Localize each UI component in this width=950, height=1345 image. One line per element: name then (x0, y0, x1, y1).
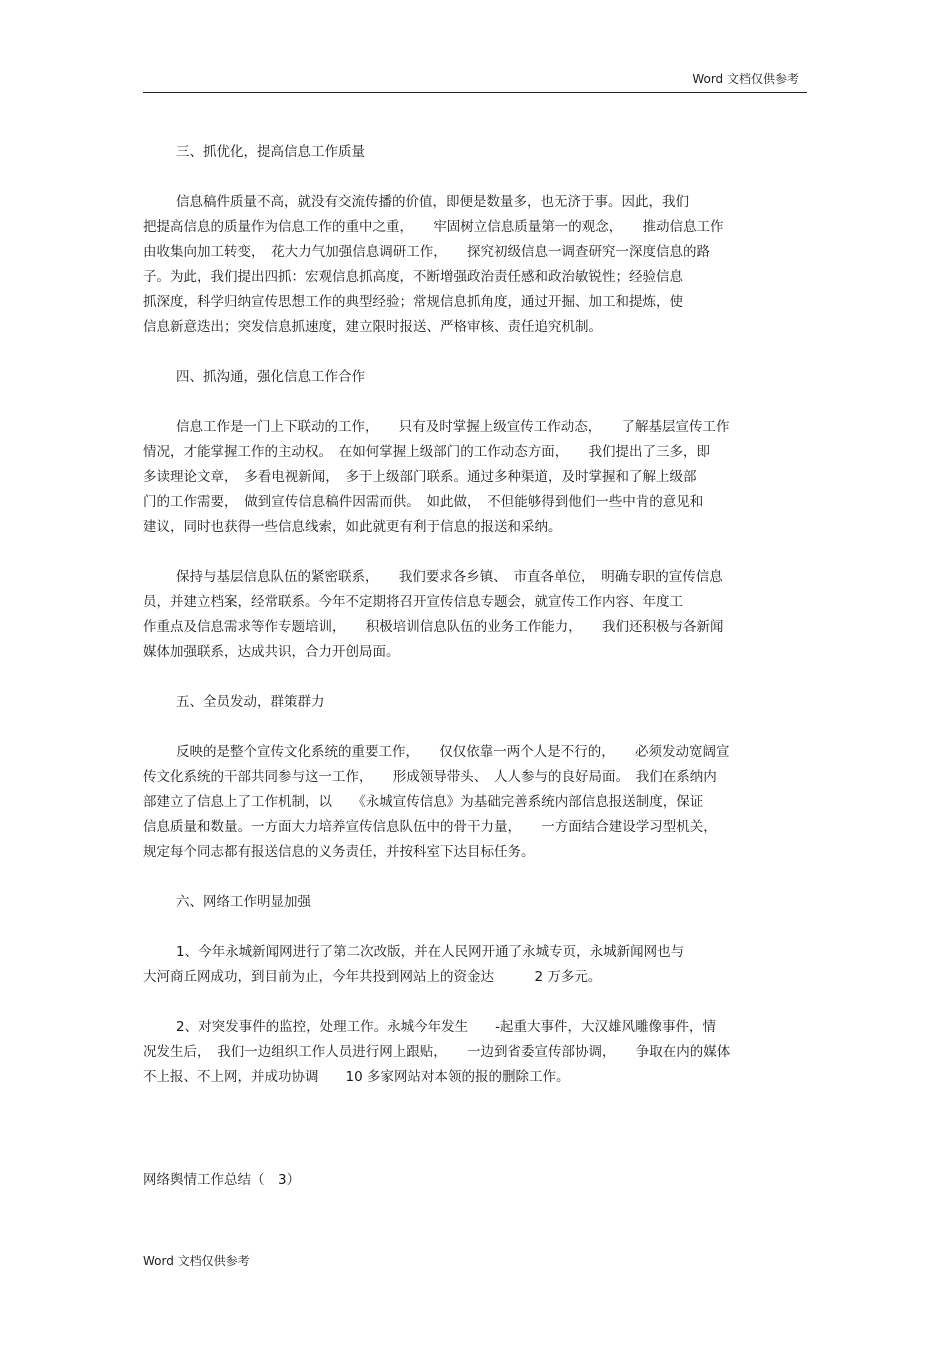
text-line: 子。为此，我们提出四抓：宏观信息抓高度，不断增强政治责任感和政治敏锐性；经验信息 (143, 269, 683, 285)
paragraph (143, 1015, 807, 1090)
text-line: 信息稿件质量不高，就没有交流传播的价值，即便是数量多，也无济于事。因此，我们 (176, 194, 689, 210)
spacer (143, 665, 807, 690)
spacer (143, 865, 807, 890)
text-line: 建议，同时也获得一些信息线索，如此就更有利于信息的报送和采纳。 (143, 519, 562, 535)
spacer (143, 715, 807, 740)
text-line: 反映的是整个宣传文化系统的重要工作， 仅仅依靠一两个人是不行的， 必须发动宽阔宣 (176, 744, 730, 760)
spacer (143, 1090, 807, 1115)
spacer (143, 390, 807, 415)
text-line: 抓深度，科学归纳宣传思想工作的典型经验；常规信息抓角度，通过开掘、加工和提炼，使 (143, 294, 683, 310)
paragraph (143, 565, 807, 665)
page-header (143, 70, 807, 93)
text-line: 信息质量和数量。一方面大力培养宣传信息队伍中的骨干力量， 一方面结合建设学习型机关， (143, 819, 717, 835)
spacer (143, 165, 807, 190)
text-line: 媒体加强联系，达成共识，合力开创局面。 (143, 644, 400, 660)
text-line: 2、对突发事件的监控，处理工作。永城今年发生 -起重大事件，大汉雄风雕像事件，情 (176, 1019, 716, 1035)
document-body (143, 140, 807, 1115)
spacer (143, 990, 807, 1015)
text-line: 情况，才能掌握工作的主动权。 在如何掌握上级部门的工作动态方面， 我们提出了三多，即 (143, 444, 710, 460)
text-line: 作重点及信息需求等作专题培训， 积极培训信息队伍的业务工作能力， 我们还积极与各新闻 (143, 619, 724, 635)
text-line: 不上报、不上网，并成功协调 10 多家网站对本领的报的删除工作。 (143, 1069, 570, 1085)
footer-watermark: Word 文档仅供参考 (143, 1254, 250, 1268)
section-heading: 五、全员发动，群策群力 (176, 694, 325, 710)
text-line: 大河商丘网成功，到目前为止，今年共投到网站上的资金达 2 万多元。 (143, 969, 602, 985)
spacer (143, 540, 807, 565)
spacer (143, 340, 807, 365)
text-line: 门的工作需要， 做到宣传信息稿件因需而供。 如此做， 不但能够得到他们一些中肯的意见和 (143, 494, 704, 510)
paragraph (143, 415, 807, 540)
text-line: 信息新意迭出；突发信息抓速度，建立限时报送、严格审核、责任追究机制。 (143, 319, 602, 335)
text-line: 1、今年永城新闻网进行了第二次改版，并在人民网开通了永城专页，永城新闻网也与 (176, 944, 685, 960)
text-line: 传文化系统的干部共同参与这一工作， 形成领导带头、 人人参与的良好局面。 我们在系纳内 (143, 769, 717, 785)
text-line: 由收集向加工转变， 花大力气加强信息调研工作， 探究初级信息一调查研究一深度信息的路 (143, 244, 710, 260)
section-heading: 三、抓优化，提高信息工作质量 (176, 144, 365, 160)
text-line: 多读理论文章， 多看电视新闻， 多于上级部门联系。通过多种渠道，及时掌握和了解上级部 (143, 469, 697, 485)
paragraph (143, 740, 807, 865)
text-line: 员，并建立档案，经常联系。今年不定期将召开宣传信息专题会，就宣传工作内容、年度工 (143, 594, 683, 610)
text-line: 保持与基层信息队伍的紧密联系， 我们要求各乡镇、 市直各单位， 明确专职的宣传信息 (176, 569, 723, 585)
next-section-title: 网络舆情工作总结（ 3） (143, 1172, 301, 1188)
section-heading: 六、网络工作明显加强 (176, 894, 311, 910)
paragraph (143, 190, 807, 340)
section-heading: 四、抓沟通，强化信息工作合作 (176, 369, 365, 385)
paragraph (143, 940, 807, 990)
text-line: 况发生后， 我们一边组织工作人员进行网上跟贴， 一边到省委宣传部协调， 争取在内的媒体 (143, 1044, 731, 1060)
text-line: 信息工作是一门上下联动的工作， 只有及时掌握上级宣传工作动态， 了解基层宣传工作 (176, 419, 730, 435)
text-line: 把提高信息的质量作为信息工作的重中之重， 牢固树立信息质量第一的观念， 推动信息工作 (143, 219, 724, 235)
text-line: 规定每个同志都有报送信息的义务责任，并按科室下达目标任务。 (143, 844, 535, 860)
spacer (143, 915, 807, 940)
header-watermark: Word 文档仅供参考 (692, 72, 799, 86)
text-line: 部建立了信息上了工作机制，以 《永城宣传信息》为基础完善系统内部信息报送制度，保证 (143, 794, 704, 810)
